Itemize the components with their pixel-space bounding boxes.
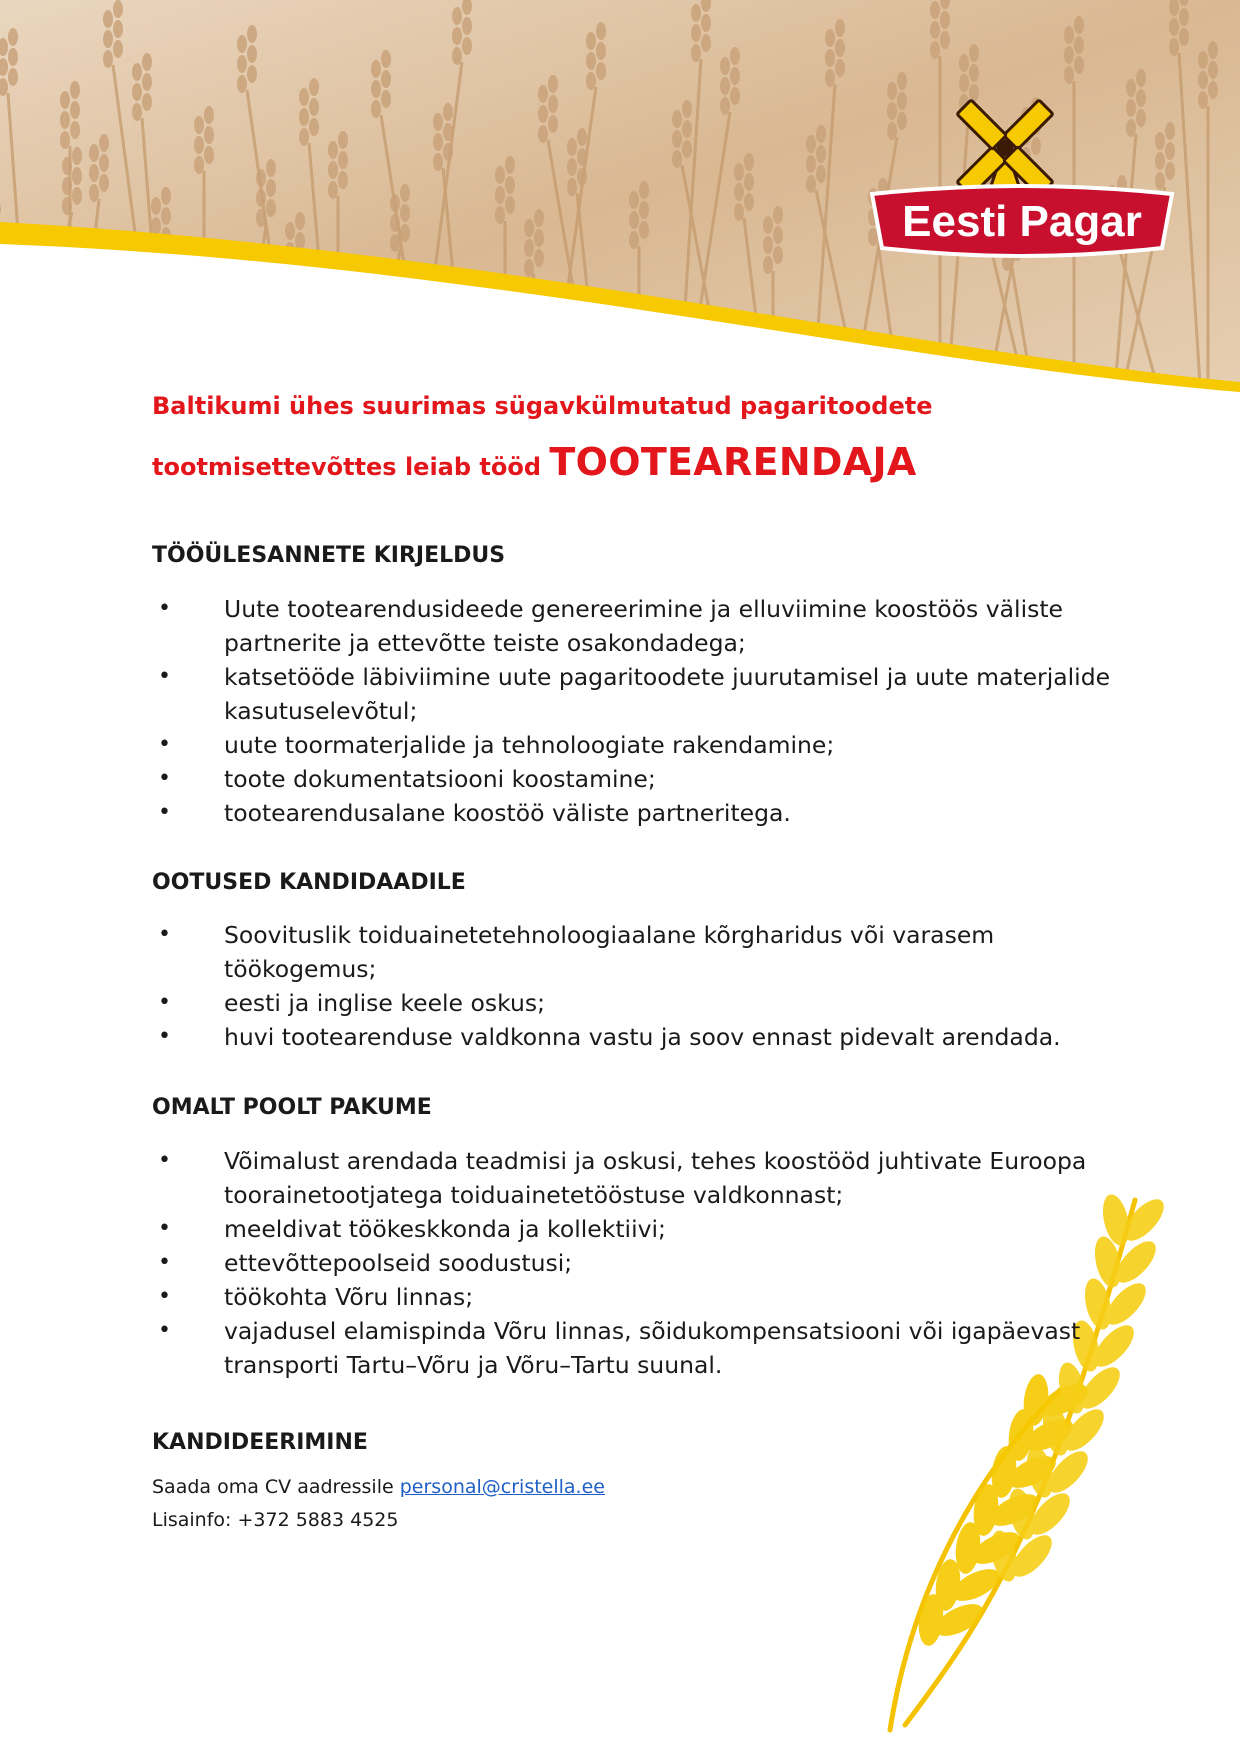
list-item: • Soovituslik toiduainetetehnoloogiaalane kõrgharidus või varasem töökogemus; <box>152 918 1112 986</box>
offer-title: OMALT POOLT PAKUME <box>152 1095 432 1120</box>
list-item: • huvi tootearenduse valdkonna vastu ja soov ennast pidevalt arendada. <box>152 1020 1112 1054</box>
bullet: • <box>158 800 171 825</box>
bullet: • <box>158 1024 171 1049</box>
headline <box>152 378 1122 495</box>
headline-line1: Baltikumi ühes suurimas sügavkülmutatud pagaritoodete <box>152 392 933 420</box>
list-item: • toote dokumentatsiooni koostamine; <box>152 762 1112 796</box>
list-item: • uute toormaterjalide ja tehnoloogiate rakendamine; <box>152 728 1112 762</box>
bullet: • <box>158 1284 171 1309</box>
tasks-title: TÖÖÜLESANNETE KIRJELDUS <box>152 543 506 568</box>
bullet: • <box>158 1250 171 1275</box>
bullet: • <box>158 596 171 621</box>
bullet: • <box>158 1148 171 1173</box>
offer-list <box>152 1144 1112 1382</box>
bullet: • <box>158 732 171 757</box>
contact-info <box>152 1471 605 1537</box>
list-item: • Võimalust arendada teadmisi ja oskusi, tehes koostööd juhtivate Euroopa toorainetootjatega toiduainetetööstuse valdkonnast; <box>152 1144 1112 1212</box>
apply-title: KANDIDEERIMINE <box>152 1430 368 1455</box>
list-item: • Uute tootearendusideede genereerimine ja elluviimine koostöös väliste partnerite ja ettevõtte teiste osakondadega; <box>152 592 1112 660</box>
bullet: • <box>158 922 171 947</box>
tasks-list <box>152 592 1112 830</box>
expectations-title: OOTUSED KANDIDAADILE <box>152 870 466 895</box>
email-link[interactable]: personal@cristella.ee <box>399 1476 605 1498</box>
expectations-list <box>152 918 1112 1054</box>
bullet: • <box>158 1216 171 1241</box>
bullet: • <box>158 990 171 1015</box>
logo-text: Eesti Pagar <box>902 197 1142 246</box>
list-item: • eesti ja inglise keele oskus; <box>152 986 1112 1020</box>
list-item: • ettevõttepoolseid soodustusi; <box>152 1246 1112 1280</box>
list-item: • tootearendusalane koostöö väliste partneritega. <box>152 796 1112 830</box>
bullet: • <box>158 766 171 791</box>
phone-info: Lisainfo: +372 5883 4525 <box>152 1509 399 1531</box>
eesti-pagar-logo <box>864 86 1180 276</box>
list-item: • katsetööde läbiviimine uute pagaritoodete juurutamisel ja uute materjalide kasutuselevõtul; <box>152 660 1112 728</box>
job-ad-content <box>152 378 1122 1531</box>
headline-line2: tootmisettevõttes leiab tööd <box>152 453 542 481</box>
list-item: • vajadusel elamispinda Võru linnas, sõidukompensatsiooni või igapäevast transporti Tartu–Võru ja Võru–Tartu suunal. <box>152 1314 1112 1382</box>
position-title: TOOTEARENDAJA <box>549 440 917 484</box>
bullet: • <box>158 1318 171 1343</box>
bullet: • <box>158 664 171 689</box>
cv-text: Saada oma CV aadressile <box>152 1476 394 1498</box>
list-item: • töökohta Võru linnas; <box>152 1280 1112 1314</box>
list-item: • meeldivat töökeskkonda ja kollektiivi; <box>152 1212 1112 1246</box>
